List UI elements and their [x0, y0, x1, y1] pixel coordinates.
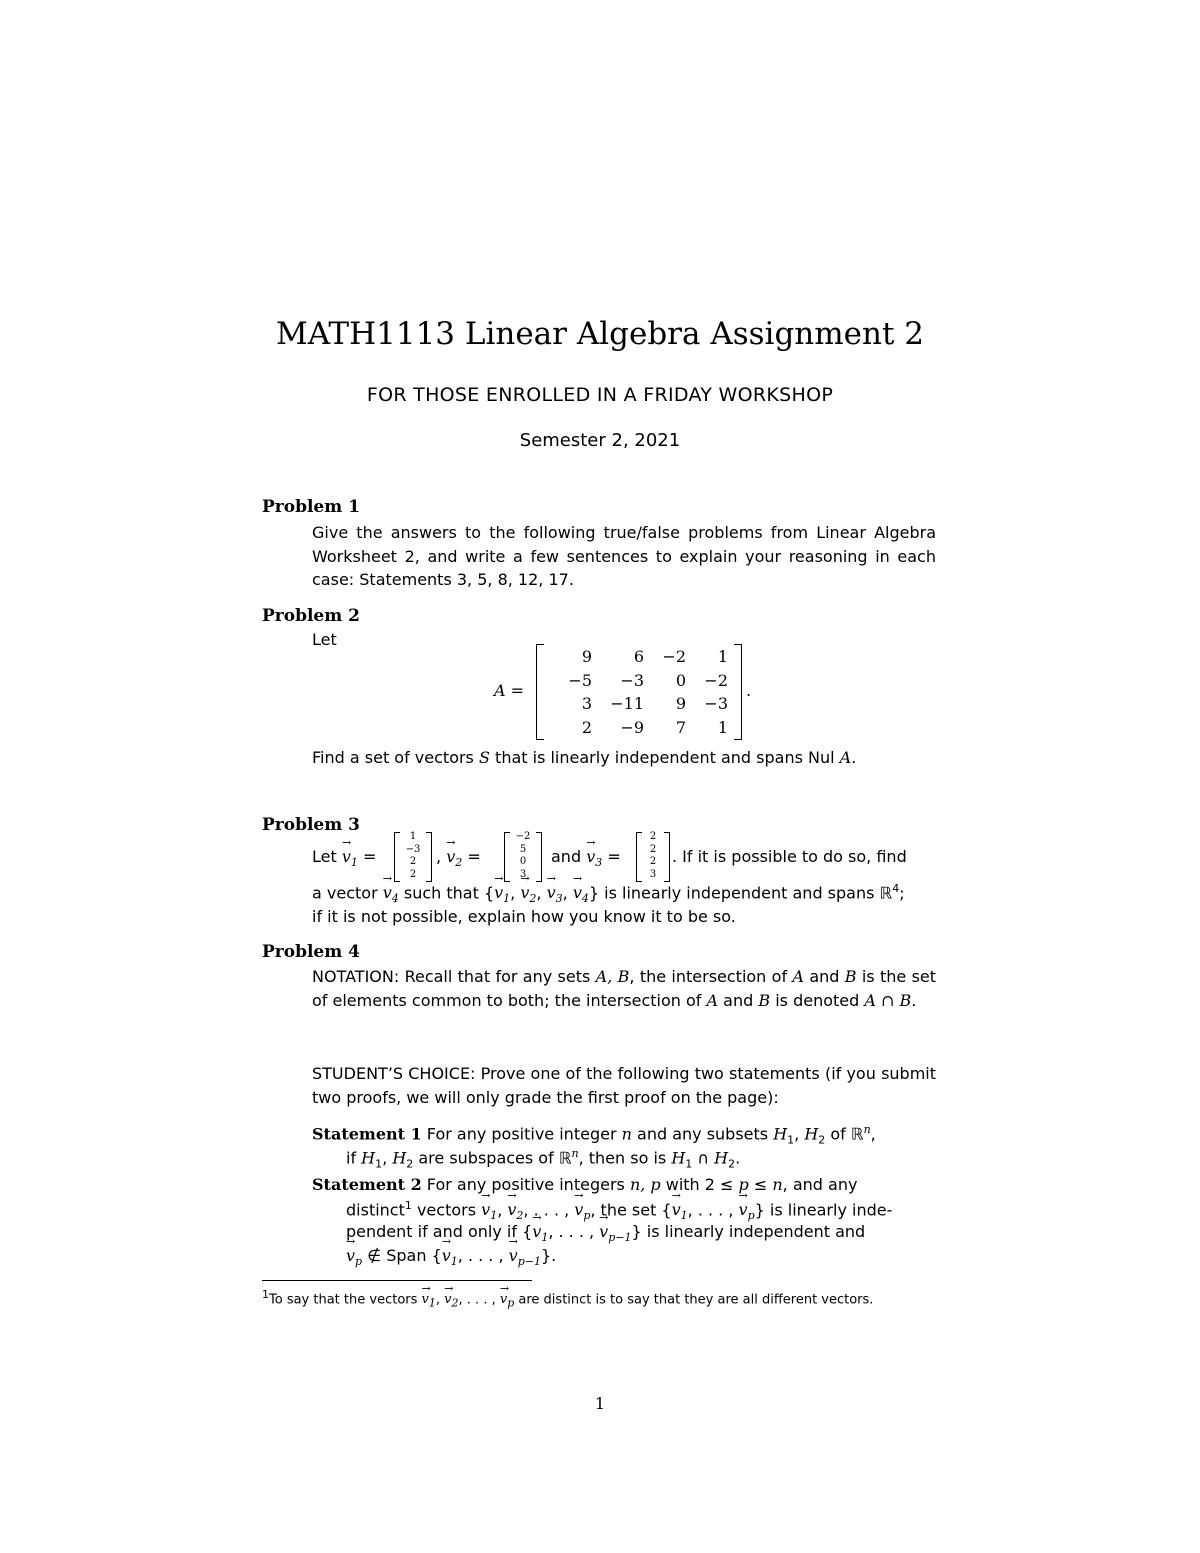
comma: ,	[794, 1124, 800, 1144]
text: , and any	[782, 1175, 858, 1194]
v3-label	[551, 847, 621, 869]
text: For any positive integer	[421, 1124, 622, 1144]
subscript: p	[747, 1209, 755, 1223]
comma: ,	[536, 883, 542, 903]
equals-sign: =	[467, 847, 481, 866]
matrix-entry: −3	[620, 670, 644, 690]
vector-letter: v	[494, 883, 504, 903]
matrix-right-bracket	[734, 644, 742, 740]
text: pendent if and only if {	[346, 1222, 533, 1241]
symbol-h: H	[773, 1124, 788, 1144]
symbol-n: n	[621, 1124, 632, 1144]
superscript-n: n	[571, 1147, 579, 1160]
symbol-n: n	[772, 1175, 783, 1194]
superscript-n: n	[863, 1123, 871, 1136]
footnote	[262, 1284, 936, 1314]
vector-v3-symbol	[586, 847, 602, 869]
subscript: 1	[490, 1209, 498, 1223]
vector-v1	[394, 832, 432, 882]
matrix-entry: −3	[704, 694, 728, 713]
text: and	[803, 967, 845, 986]
statement-2-line3	[346, 1222, 865, 1244]
vector-letter: v	[444, 1292, 452, 1308]
vector-v4-symbol	[573, 883, 589, 905]
statement-1-line2: if $H_1$, $H_2$ are subspaces of ℝ$^n$, then so is $H_1$ ∩ $H_2$.	[346, 1147, 741, 1171]
text: distinct	[346, 1200, 405, 1220]
symbol-h: H	[804, 1124, 819, 1144]
subscript: 1	[685, 1157, 693, 1171]
vector-letter: v	[346, 1246, 356, 1265]
subscript: 2	[406, 1157, 414, 1171]
vector-symbol	[422, 1289, 436, 1314]
symbol-np: n, p	[629, 1175, 661, 1194]
text: and any subsets	[631, 1124, 774, 1144]
subscript: 2	[818, 1133, 826, 1147]
subscript: p−1	[608, 1231, 632, 1245]
vector-v3-symbol	[547, 883, 563, 905]
vector-symbol	[739, 1200, 755, 1222]
symbol-s: S	[478, 748, 490, 767]
matrix-entry: 6	[633, 647, 644, 666]
vector-entry: 2	[649, 831, 657, 842]
vector-v2-symbol	[520, 883, 536, 905]
vector-v4-symbol	[383, 883, 399, 905]
superscript: 4	[892, 882, 900, 895]
matrix-period: .	[746, 681, 752, 700]
matrix-entry: 7	[675, 717, 686, 737]
subscript: p−1	[517, 1255, 541, 1269]
text: if	[346, 1148, 362, 1168]
text: } is linearly independent and spans ℝ	[588, 883, 893, 903]
matrix-entry: 1	[717, 717, 728, 737]
subscript: 2	[516, 1209, 524, 1223]
matrix-entry: −5	[568, 670, 592, 690]
vector-v1-symbol	[342, 847, 358, 869]
v2-label	[436, 847, 481, 869]
problem-2-heading: Problem 2	[262, 606, 360, 626]
symbol-h: H	[714, 1148, 729, 1168]
vector-v2-symbol	[446, 847, 462, 869]
vector-letter: v	[532, 1222, 542, 1241]
symbol-b: B	[844, 967, 857, 986]
vector-symbol	[500, 1289, 514, 1314]
symbol-ab: A, B	[595, 967, 630, 986]
subscript: 2	[451, 1296, 459, 1310]
subscript: 2	[728, 1157, 736, 1171]
document-title: MATH1113 Linear Algebra Assignment 2	[275, 316, 925, 352]
vector-letter: v	[574, 1200, 584, 1220]
vector-v1-symbol	[494, 883, 510, 905]
footnote-text: are distinct is to say that they are all different vectors.	[514, 1292, 874, 1308]
text: is denoted	[770, 990, 865, 1010]
comma: ,	[497, 1200, 503, 1220]
problem-3-line3: if it is not possible, explain how you know it to be so.	[312, 907, 736, 926]
footnote-rule	[262, 1280, 532, 1281]
text: } is linearly independent and	[631, 1222, 866, 1241]
matrix-entry: −9	[620, 717, 644, 737]
symbol-intersection: A ∩ B	[864, 990, 912, 1010]
problem-4-choice: STUDENT’S CHOICE: Prove one of the following two statements (if you submit two proofs, we will only grade the first proof on the page):	[312, 1064, 936, 1107]
problem-2-question	[312, 748, 856, 767]
comma: ,	[562, 883, 568, 903]
punctuation: .	[911, 990, 917, 1010]
problem-3-heading: Problem 3	[262, 815, 360, 835]
vector-letter: v	[671, 1200, 681, 1220]
vector-letter: v	[507, 1200, 517, 1220]
vector-entry: 1	[409, 831, 417, 842]
vector-symbol	[346, 1246, 362, 1268]
subscript: 2	[529, 892, 537, 906]
statement-1-heading: Statement 1	[312, 1124, 422, 1144]
statement-2-line4	[346, 1246, 556, 1268]
problem-2-let: Let	[312, 630, 337, 649]
symbol-b: B	[758, 990, 771, 1010]
matrix-entry: 1	[717, 647, 728, 666]
matrix-entry: 9	[675, 694, 686, 713]
vector-symbol	[444, 1289, 458, 1314]
vector-letter: v	[586, 847, 596, 866]
matrix-entry: −11	[610, 694, 644, 713]
text: } is linearly inde-	[754, 1200, 893, 1220]
text: }.	[540, 1246, 557, 1265]
problem-2-question-text: that is linearly independent and spans Nul	[489, 748, 840, 767]
statement-2-heading: Statement 2	[312, 1175, 422, 1194]
vector-letter: v	[508, 1246, 518, 1265]
problem-3-let	[312, 847, 376, 869]
semester-label: Semester 2, 2021	[519, 430, 681, 451]
vector-entry: 3	[649, 868, 657, 880]
symbol-h: H	[671, 1148, 686, 1168]
vector-letter: v	[421, 1292, 429, 1308]
comma: ,	[510, 883, 516, 903]
vector-entry: 2	[649, 856, 657, 867]
statement-1-line1	[312, 1123, 876, 1147]
vector-letter: v	[341, 847, 351, 866]
vector-entry: −3	[405, 843, 421, 855]
matrix-entries	[548, 645, 734, 739]
vector-symbol	[532, 1222, 548, 1244]
vector-letter: v	[738, 1200, 748, 1220]
subscript: 1	[541, 1231, 549, 1245]
text: vectors	[411, 1200, 482, 1220]
page-number: 1	[594, 1394, 606, 1413]
text: ≤	[748, 1175, 773, 1194]
subscript: 1	[450, 1255, 458, 1269]
vector-entry: 5	[519, 843, 527, 855]
vector-v3	[636, 832, 670, 882]
text: ∉ Span {	[362, 1246, 442, 1265]
vector-letter: v	[572, 883, 582, 903]
subscript: p	[355, 1255, 363, 1269]
ellipsis: , . . . ,	[548, 1222, 600, 1241]
vector-letter: v	[481, 1200, 491, 1220]
matrix-label: A =	[494, 681, 525, 700]
equals-sign: =	[362, 847, 377, 866]
vector-letter: v	[382, 883, 392, 903]
comma: ,	[436, 847, 442, 866]
vector-entry: 2	[649, 843, 657, 855]
problem-4-heading: Problem 4	[262, 942, 360, 962]
matrix-a	[536, 644, 742, 740]
subscript: 3	[595, 856, 603, 870]
text: and	[718, 990, 759, 1010]
punctuation: ;	[899, 883, 905, 903]
text: For any positive integers	[421, 1175, 630, 1194]
text: with 2 ≤	[660, 1175, 739, 1194]
punctuation: .	[735, 1148, 741, 1168]
text: , then so is	[578, 1148, 672, 1168]
document-subtitle: FOR THOSE ENROLLED IN A FRIDAY WORKSHOP	[366, 384, 834, 406]
vector-entry: −2	[515, 831, 531, 842]
problem-2-question-text: Find a set of vectors	[312, 748, 479, 767]
vector-letter: v	[520, 883, 530, 903]
vector-entry: 0	[519, 856, 527, 867]
comma: ,	[435, 1292, 441, 1308]
vector-letter: v	[446, 847, 456, 866]
footnote-text: To say that the vectors	[269, 1292, 422, 1308]
ellipsis: , . . . ,	[458, 1292, 500, 1308]
vector-entry: 2	[409, 856, 417, 867]
subscript: 1	[787, 1133, 795, 1147]
vector-letter: v	[499, 1292, 508, 1308]
ellipsis: , . . . ,	[687, 1200, 739, 1220]
symbol-h: H	[392, 1148, 407, 1168]
subscript: 1	[375, 1157, 383, 1171]
ellipsis: , . . . ,	[523, 1200, 575, 1220]
subscript: p	[583, 1209, 591, 1223]
vector-symbol	[672, 1200, 688, 1222]
vector-symbol	[442, 1246, 458, 1268]
symbol-a: A	[839, 748, 852, 767]
vector-symbol	[507, 1200, 523, 1222]
subscript: 1	[503, 892, 511, 906]
subscript: 3	[555, 892, 563, 906]
subscript: 2	[455, 856, 463, 870]
problem-3-line1-end: . If it is possible to do so, find	[672, 847, 907, 866]
statement-2-line1	[312, 1175, 857, 1194]
vector-letter: v	[599, 1222, 609, 1241]
vector-symbol	[481, 1200, 497, 1222]
subscript: 1	[350, 856, 358, 870]
text: NOTATION: Recall that for any sets	[312, 967, 596, 986]
subscript: 1	[680, 1209, 688, 1223]
footnote-marker: 1	[404, 1199, 412, 1212]
problem-1-text: Give the answers to the following true/false problems from Linear Algebra Worksheet 2, and write a few sentences to explain your reasoning in each case: Statements 3, 5, 8, 12, 17.	[312, 523, 936, 589]
symbol-h: H	[361, 1148, 376, 1168]
problem-3-line2	[312, 882, 905, 906]
symbol-p: p	[738, 1175, 749, 1194]
equals-sign: =	[607, 847, 621, 866]
text: of ℝ	[825, 1124, 864, 1144]
subscript: 4	[391, 892, 399, 906]
matrix-entry: 3	[581, 694, 592, 713]
matrix-entry: 2	[581, 717, 592, 737]
matrix-entry: −2	[662, 647, 686, 666]
statement-2-line2	[346, 1199, 892, 1223]
let-text: Let	[312, 847, 342, 866]
subscript: p	[507, 1296, 515, 1310]
vector-entry: 3	[519, 868, 527, 880]
vector-letter: v	[441, 1246, 451, 1265]
text: , the set {	[590, 1200, 672, 1220]
matrix-entry: 0	[675, 670, 686, 690]
and-text: and	[551, 847, 582, 866]
subscript: 4	[581, 892, 589, 906]
symbol-a: A	[792, 967, 804, 986]
text: , the intersection of	[629, 967, 793, 986]
comma: ,	[382, 1148, 388, 1168]
vector-symbol	[509, 1246, 541, 1268]
vector-symbol	[574, 1200, 590, 1222]
text: a vector	[312, 883, 383, 903]
footnote-marker: 1	[262, 1288, 269, 1301]
vector-entry: 2	[409, 868, 417, 880]
subscript: 1	[428, 1296, 436, 1310]
vector-symbol	[599, 1222, 631, 1244]
matrix-entry: 9	[581, 647, 592, 666]
text: is the set of elements common to both; the intersection of	[312, 967, 937, 1010]
text: such that {	[398, 883, 495, 903]
problem-4-notation	[312, 965, 936, 1012]
vector-letter: v	[546, 883, 556, 903]
punctuation: ,	[870, 1124, 876, 1144]
problem-1-heading: Problem 1	[262, 497, 360, 517]
punctuation: .	[851, 748, 857, 767]
ellipsis: , . . . ,	[457, 1246, 509, 1265]
matrix-entry: −2	[704, 670, 728, 690]
text: are subspaces of ℝ	[413, 1148, 572, 1168]
matrix-left-bracket	[536, 644, 544, 740]
symbol-a: A	[706, 990, 719, 1010]
